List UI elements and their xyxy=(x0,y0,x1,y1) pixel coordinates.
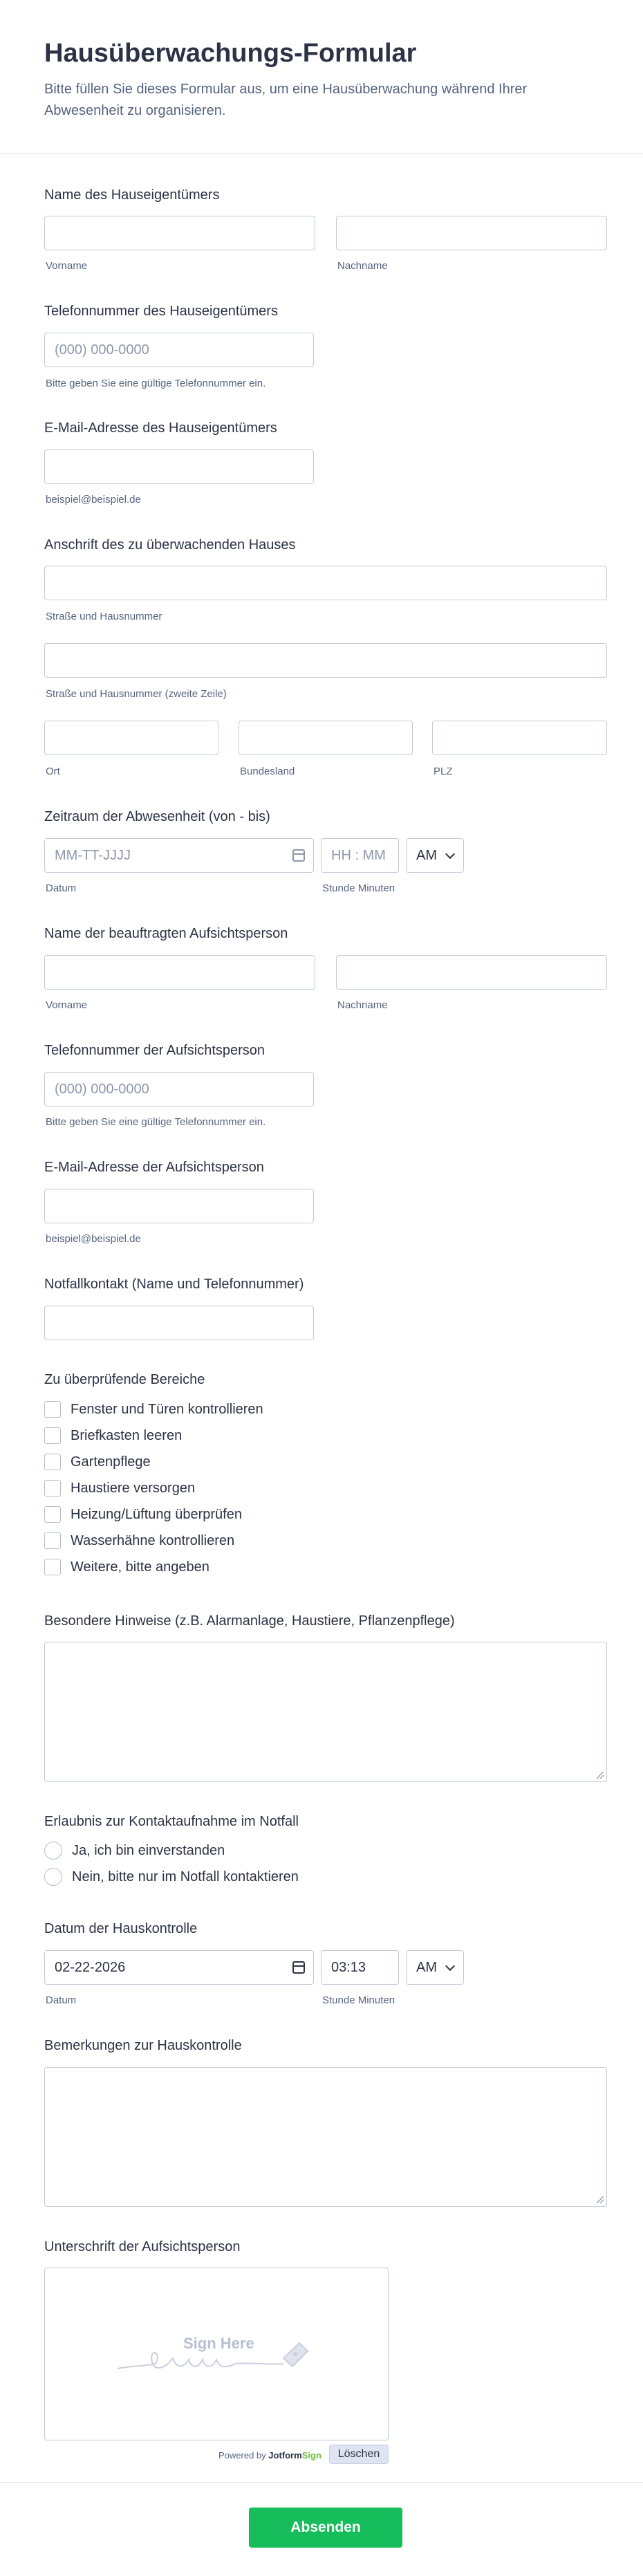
area-option[interactable] xyxy=(44,1557,209,1577)
check-date-value: 02-22-2026 xyxy=(55,1960,126,1975)
permission-option-label: Ja, ich bin einverstanden xyxy=(72,1842,225,1858)
signature-placeholder: Sign Here xyxy=(183,2335,254,2352)
sitter-last-name-input[interactable] xyxy=(336,955,607,990)
absence-ampm-select[interactable] xyxy=(406,838,464,873)
notes-textarea[interactable] xyxy=(44,1642,607,1782)
checkbox[interactable] xyxy=(44,1559,61,1575)
powered-by-sign: Sign xyxy=(301,2450,322,2461)
sitter-phone-input[interactable] xyxy=(44,1072,314,1106)
powered-by-brand: Jotform xyxy=(268,2450,302,2461)
owner-phone-placeholder: (000) 000-0000 xyxy=(55,342,149,358)
remarks-textarea[interactable] xyxy=(44,2067,607,2207)
permission-option[interactable] xyxy=(44,1841,225,1860)
check-date-label: Datum der Hauskontrolle xyxy=(44,1921,198,1936)
sitter-email-input[interactable] xyxy=(44,1189,314,1223)
absence-time-input[interactable] xyxy=(321,838,399,873)
owner-first-name-sublabel: Vorname xyxy=(46,260,88,272)
powered-by xyxy=(218,2447,322,2464)
chevron-down-icon xyxy=(445,849,455,859)
check-time-value: 03:13 xyxy=(331,1960,366,1975)
signature-pad[interactable] xyxy=(44,2268,389,2440)
radio[interactable] xyxy=(44,1868,62,1886)
clear-signature-button[interactable]: Löschen xyxy=(329,2445,389,2464)
street2-input[interactable] xyxy=(44,643,607,678)
form-header xyxy=(0,0,643,154)
absence-time-placeholder: HH : MM xyxy=(331,848,386,863)
owner-email-label: E-Mail-Adresse des Hauseigentümers xyxy=(44,420,277,436)
absence-ampm-value: AM xyxy=(416,848,437,863)
checkbox[interactable] xyxy=(44,1401,61,1418)
city-input[interactable] xyxy=(44,721,218,755)
sitter-phone-placeholder: (000) 000-0000 xyxy=(55,1082,149,1097)
owner-phone-input[interactable] xyxy=(44,333,314,367)
checkbox[interactable] xyxy=(44,1480,61,1497)
state-sublabel: Bundesland xyxy=(240,766,295,777)
owner-phone-label: Telefonnummer des Hauseigentümers xyxy=(44,304,278,319)
permission-option-label: Nein, bitte nur im Notfall kontaktieren xyxy=(72,1869,299,1884)
owner-first-name-input[interactable] xyxy=(44,216,315,250)
check-time-input[interactable] xyxy=(321,1950,399,1985)
sitter-last-name-sublabel: Nachname xyxy=(337,999,388,1011)
calendar-icon[interactable] xyxy=(292,1961,305,1974)
permission-option[interactable] xyxy=(44,1867,299,1887)
resize-grip-icon[interactable] xyxy=(597,2196,604,2203)
owner-email-sublabel: beispiel@beispiel.de xyxy=(46,494,141,506)
sitter-email-sublabel: beispiel@beispiel.de xyxy=(46,1233,141,1245)
street-input[interactable] xyxy=(44,566,607,600)
sitter-name-label: Name der beauftragten Aufsichtsperson xyxy=(44,926,288,941)
signature-label: Unterschrift der Aufsichtsperson xyxy=(44,2239,241,2254)
radio[interactable] xyxy=(44,1842,62,1860)
area-option-label: Heizung/Lüftung überprüfen xyxy=(71,1506,242,1522)
checkbox[interactable] xyxy=(44,1506,61,1523)
sitter-email-label: E-Mail-Adresse der Aufsichtsperson xyxy=(44,1160,264,1175)
absence-date-sublabel: Datum xyxy=(46,882,77,894)
area-option-label: Weitere, bitte angeben xyxy=(71,1559,209,1575)
notes-label: Besondere Hinweise (z.B. Alarmanlage, Haustiere, Pflanzenpflege) xyxy=(44,1613,455,1629)
area-option[interactable] xyxy=(44,1531,234,1550)
area-option-label: Briefkasten leeren xyxy=(71,1427,183,1443)
address-label: Anschrift des zu überwachenden Hauses xyxy=(44,537,296,553)
area-option[interactable] xyxy=(44,1426,182,1445)
absence-time-sublabel: Stunde Minuten xyxy=(322,882,395,894)
check-ampm-select[interactable] xyxy=(406,1950,464,1985)
form-footer xyxy=(0,2482,643,2576)
zip-input[interactable] xyxy=(432,721,607,755)
area-option-label: Wasserhähne kontrollieren xyxy=(71,1532,235,1548)
submit-button[interactable]: Absenden xyxy=(249,2508,402,2548)
street-sublabel: Straße und Hausnummer xyxy=(46,611,162,622)
checkbox[interactable] xyxy=(44,1454,61,1470)
checkbox[interactable] xyxy=(44,1427,61,1444)
absence-date-placeholder: MM-TT-JJJJ xyxy=(55,848,131,863)
sitter-phone-label: Telefonnummer der Aufsichtsperson xyxy=(44,1043,265,1058)
area-option[interactable] xyxy=(44,1452,151,1472)
permission-label: Erlaubnis zur Kontaktaufnahme im Notfall xyxy=(44,1814,299,1829)
zip-sublabel: PLZ xyxy=(434,766,453,777)
owner-email-input[interactable] xyxy=(44,450,314,484)
sitter-first-name-input[interactable] xyxy=(44,955,315,990)
check-time-sublabel: Stunde Minuten xyxy=(322,1994,395,2006)
emergency-label: Notfallkontakt (Name und Telefonnummer) xyxy=(44,1277,304,1292)
absence-date-input[interactable] xyxy=(44,838,314,873)
state-input[interactable] xyxy=(239,721,413,755)
street2-sublabel: Straße und Hausnummer (zweite Zeile) xyxy=(46,688,227,700)
area-option-label: Haustiere versorgen xyxy=(71,1480,196,1496)
owner-last-name-input[interactable] xyxy=(336,216,607,250)
check-date-sublabel: Datum xyxy=(46,1994,77,2006)
form-title: Hausüberwachungs-Formular xyxy=(44,39,417,68)
chevron-down-icon xyxy=(445,1961,455,1971)
absence-label: Zeitraum der Abwesenheit (von - bis) xyxy=(44,809,270,824)
powered-by-prefix: Powered by xyxy=(218,2450,266,2461)
areas-label: Zu überprüfende Bereiche xyxy=(44,1372,205,1387)
area-option[interactable] xyxy=(44,1505,242,1524)
emergency-input[interactable] xyxy=(44,1306,314,1340)
owner-last-name-sublabel: Nachname xyxy=(337,260,388,272)
remarks-label: Bemerkungen zur Hauskontrolle xyxy=(44,2038,242,2053)
area-option-label: Gartenpflege xyxy=(71,1454,151,1470)
owner-name-label: Name des Hauseigentümers xyxy=(44,187,220,203)
area-option[interactable] xyxy=(44,1479,195,1498)
resize-grip-icon[interactable] xyxy=(597,1772,604,1779)
area-option-label: Fenster und Türen kontrollieren xyxy=(71,1401,263,1417)
calendar-icon[interactable] xyxy=(292,849,305,862)
owner-phone-sublabel: Bitte geben Sie eine gültige Telefonnummer ein. xyxy=(46,378,266,389)
city-sublabel: Ort xyxy=(46,766,60,777)
sitter-phone-sublabel: Bitte geben Sie eine gültige Telefonnummer ein. xyxy=(46,1116,266,1128)
area-option[interactable] xyxy=(44,1400,263,1419)
checkbox[interactable] xyxy=(44,1532,61,1549)
check-ampm-value: AM xyxy=(416,1960,437,1975)
form-description: Bitte füllen Sie dieses Formular aus, um eine Hausüberwachung während Ihrer Abwesenheit zu organisieren. xyxy=(44,82,528,118)
sitter-first-name-sublabel: Vorname xyxy=(46,999,88,1011)
check-date-input[interactable] xyxy=(44,1950,314,1985)
